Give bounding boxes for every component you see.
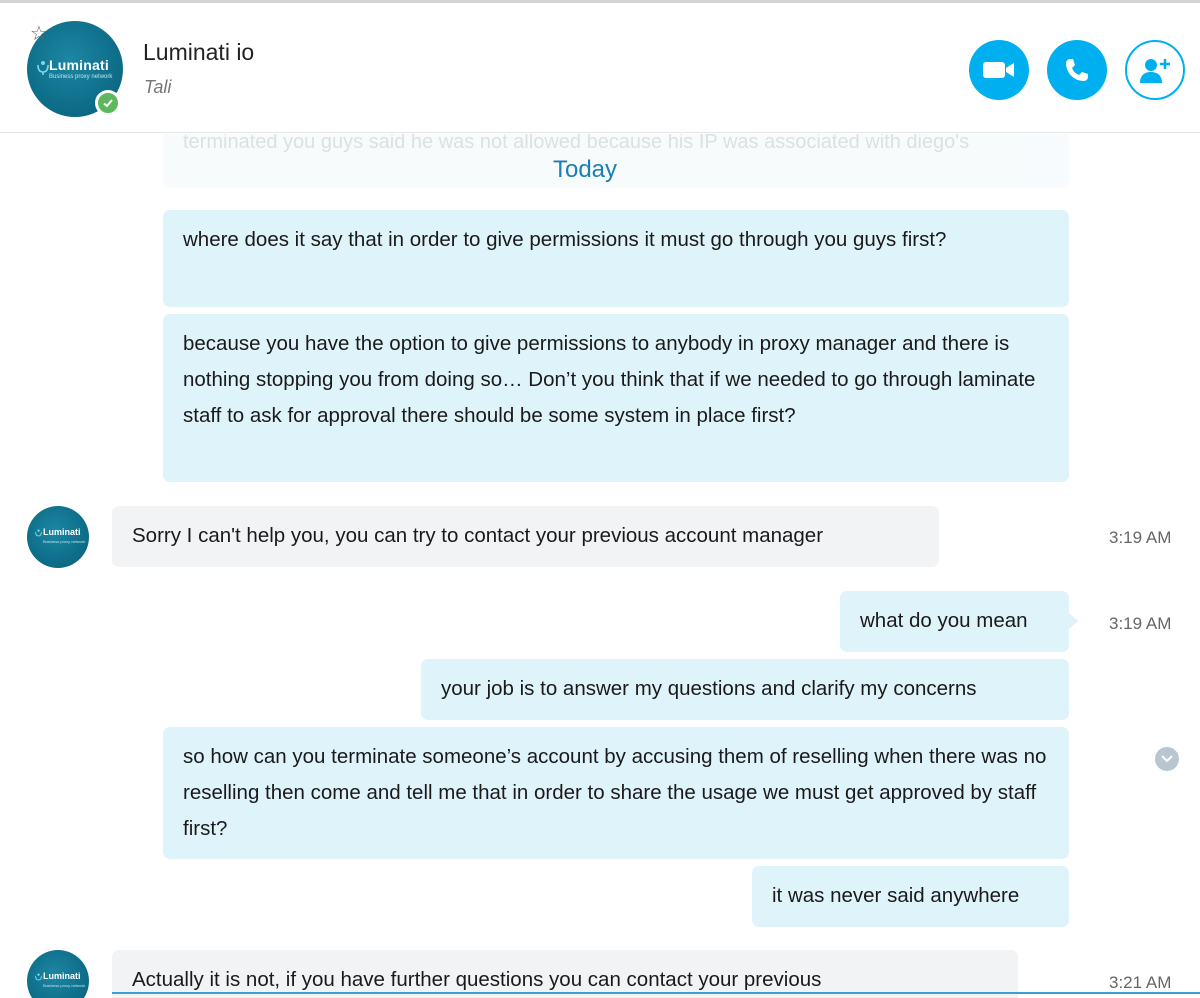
avatar-brand-text: Luminati xyxy=(43,527,81,537)
avatar-tagline-text: Business proxy network xyxy=(49,74,113,80)
incoming-message[interactable] xyxy=(112,950,1018,998)
outgoing-message[interactable] xyxy=(421,659,1069,720)
audio-call-button[interactable] xyxy=(1047,40,1107,100)
luminati-logo-icon xyxy=(37,59,49,75)
message-text: what do you mean xyxy=(860,609,1028,632)
message-text: your job is to answer my questions and clarify my concerns xyxy=(441,677,977,700)
phone-call-icon xyxy=(1063,56,1091,84)
conversation-header xyxy=(0,3,1200,133)
outgoing-message[interactable] xyxy=(163,314,1069,482)
video-call-icon xyxy=(982,59,1016,81)
contact-subtitle: Tali xyxy=(144,77,172,97)
message-text: it was never said anywhere xyxy=(772,884,1020,907)
sender-avatar[interactable] xyxy=(27,506,89,568)
message-timestamp: 3:19 AM xyxy=(1109,614,1172,633)
avatar-tagline-text: Business proxy network xyxy=(43,539,86,544)
star-icon[interactable]: ☆ xyxy=(30,23,48,45)
message-text: where does it say that in order to give permissions it must go through you guys first? xyxy=(183,228,947,251)
online-check-icon xyxy=(95,90,121,116)
outgoing-message[interactable] xyxy=(163,727,1069,859)
message-text: Actually it is not, if you have further questions you can contact your previous xyxy=(132,968,822,991)
luminati-logo-icon xyxy=(35,972,42,982)
video-call-button[interactable] xyxy=(969,40,1029,100)
add-participant-button[interactable] xyxy=(1125,40,1185,100)
message-text: so how can you terminate someone’s account by accusing them of reselling when there was no reselling then come and tell me that in order to share the usage we must get approved by staff first? xyxy=(183,745,1047,840)
sender-avatar[interactable] xyxy=(27,950,89,998)
message-timestamp: 3:21 AM xyxy=(1109,973,1172,992)
contact-name[interactable]: Luminati io xyxy=(143,39,255,65)
outgoing-message[interactable] xyxy=(163,210,1069,307)
composer-focus-line xyxy=(112,992,1200,994)
add-person-icon xyxy=(1138,55,1172,85)
message-text: because you have the option to give permissions to anybody in proxy manager and there is nothing stopping you from doing so… Don’t you think that if we needed to go through laminate staff to ask for approval there should be some system in place first? xyxy=(183,332,1036,427)
outgoing-message[interactable] xyxy=(752,866,1069,927)
avatar-tagline-text: Business proxy network xyxy=(43,983,86,988)
message-text: Sorry I can't help you, you can try to contact your previous account manager xyxy=(132,524,824,547)
bubble-tail xyxy=(1069,613,1078,629)
incoming-message[interactable] xyxy=(112,506,939,567)
message-options-icon[interactable] xyxy=(1155,747,1179,771)
avatar-brand-text: Luminati xyxy=(43,971,81,981)
luminati-logo-icon xyxy=(35,528,42,538)
outgoing-message[interactable] xyxy=(840,591,1069,652)
message-list[interactable] xyxy=(0,134,1200,998)
message-timestamp: 3:19 AM xyxy=(1109,528,1172,547)
previous-message-text: terminated you guys said he was not allowed because his IP was associated with diego's xyxy=(183,134,970,153)
avatar-brand-text: Luminati xyxy=(49,57,109,73)
day-separator: Today xyxy=(552,156,618,183)
